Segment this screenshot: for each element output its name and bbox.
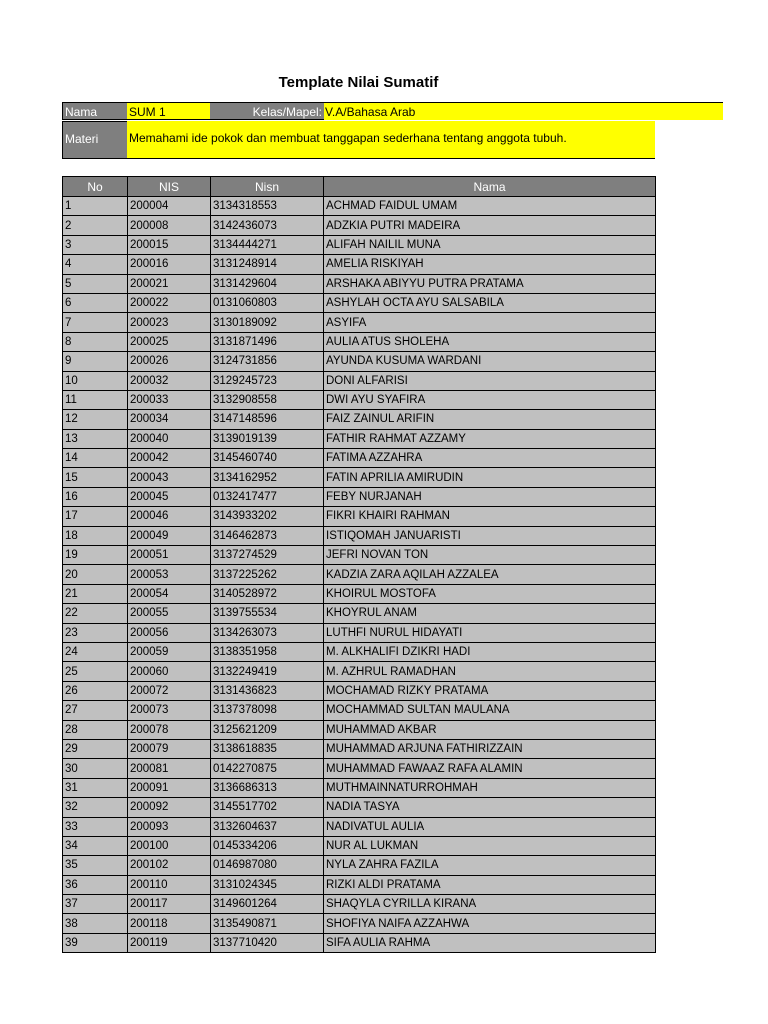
cell-nis[interactable]: 200055: [128, 604, 211, 623]
cell-no[interactable]: 9: [63, 352, 128, 371]
cell-nis[interactable]: 200022: [128, 293, 211, 312]
cell-nis[interactable]: 200078: [128, 720, 211, 739]
cell-nama[interactable]: FATHIR RAHMAT AZZAMY: [324, 429, 656, 448]
table-row: [63, 390, 656, 409]
cell-nis[interactable]: 200023: [128, 313, 211, 332]
table-row: [63, 584, 656, 603]
cell-no[interactable]: 34: [63, 836, 128, 855]
cell-nama[interactable]: MUHAMMAD FAWAAZ RAFA ALAMIN: [324, 759, 656, 778]
cell-nisn[interactable]: 3125621209: [211, 720, 324, 739]
cell-nama[interactable]: ARSHAKA ABIYYU PUTRA PRATAMA: [324, 274, 656, 293]
header-no: No: [63, 177, 128, 197]
cell-nisn[interactable]: 3137274529: [211, 546, 324, 565]
nama-label: Nama: [62, 102, 127, 120]
table-row: [63, 487, 656, 506]
table-row: [63, 875, 656, 894]
cell-nama[interactable]: DWI AYU SYAFIRA: [324, 390, 656, 409]
cell-nis[interactable]: 200060: [128, 662, 211, 681]
cell-nisn[interactable]: 3138618835: [211, 739, 324, 758]
cell-nisn[interactable]: 3131024345: [211, 875, 324, 894]
cell-no[interactable]: 14: [63, 449, 128, 468]
header-nisn: Nisn: [211, 177, 324, 197]
cell-no[interactable]: 36: [63, 875, 128, 894]
table-row: [63, 681, 656, 700]
cell-no[interactable]: 31: [63, 778, 128, 797]
cell-nama[interactable]: MOCHAMAD RIZKY PRATAMA: [324, 681, 656, 700]
cell-nama[interactable]: SIFA AULIA RAHMA: [324, 933, 656, 952]
cell-nis[interactable]: 200079: [128, 739, 211, 758]
student-table: [62, 176, 656, 953]
cell-nis[interactable]: 200054: [128, 584, 211, 603]
cell-nisn[interactable]: 3145460740: [211, 449, 324, 468]
table-row: [63, 216, 656, 235]
cell-nis[interactable]: 200021: [128, 274, 211, 293]
cell-nisn[interactable]: 3139755534: [211, 604, 324, 623]
cell-nama[interactable]: ASHYLAH OCTA AYU SALSABILA: [324, 293, 656, 312]
cell-no[interactable]: 21: [63, 584, 128, 603]
cell-no[interactable]: 12: [63, 410, 128, 429]
cell-nama[interactable]: FAIZ ZAINUL ARIFIN: [324, 410, 656, 429]
cell-nisn[interactable]: 3146462873: [211, 526, 324, 545]
cell-nama[interactable]: AMELIA RISKIYAH: [324, 255, 656, 274]
cell-no[interactable]: 29: [63, 739, 128, 758]
table-row: [63, 197, 656, 216]
cell-nisn[interactable]: 3136686313: [211, 778, 324, 797]
cell-nama[interactable]: JEFRI NOVAN TON: [324, 546, 656, 565]
cell-nama[interactable]: AULIA ATUS SHOLEHA: [324, 332, 656, 351]
table-header-row: [63, 177, 656, 197]
cell-nis[interactable]: 200033: [128, 390, 211, 409]
cell-no[interactable]: 7: [63, 313, 128, 332]
cell-nama[interactable]: SHAQYLA CYRILLA KIRANA: [324, 895, 656, 914]
cell-nisn[interactable]: 0142270875: [211, 759, 324, 778]
cell-nama[interactable]: NADIA TASYA: [324, 798, 656, 817]
cell-nisn[interactable]: 0131060803: [211, 293, 324, 312]
cell-no[interactable]: 16: [63, 487, 128, 506]
cell-no[interactable]: 8: [63, 332, 128, 351]
table-row: [63, 449, 656, 468]
table-row: [63, 895, 656, 914]
cell-no[interactable]: 2: [63, 216, 128, 235]
cell-no[interactable]: 10: [63, 371, 128, 390]
cell-no[interactable]: 1: [63, 197, 128, 216]
cell-nis[interactable]: 200093: [128, 817, 211, 836]
cell-nisn[interactable]: 3143933202: [211, 507, 324, 526]
table-row: [63, 623, 656, 642]
info-row-materi: [62, 121, 655, 159]
info-row-nama-kelas: [62, 102, 723, 120]
cell-no[interactable]: 24: [63, 642, 128, 661]
cell-no[interactable]: 20: [63, 565, 128, 584]
cell-nama[interactable]: RIZKI ALDI PRATAMA: [324, 875, 656, 894]
cell-nama[interactable]: MUHAMMAD AKBAR: [324, 720, 656, 739]
cell-nisn[interactable]: 0145334206: [211, 836, 324, 855]
cell-nama[interactable]: MUHAMMAD ARJUNA FATHIRIZZAIN: [324, 739, 656, 758]
cell-no[interactable]: 13: [63, 429, 128, 448]
page-title: Template Nilai Sumatif: [278, 74, 439, 91]
cell-nis[interactable]: 200053: [128, 565, 211, 584]
cell-nisn[interactable]: 3137710420: [211, 933, 324, 952]
table-row: [63, 313, 656, 332]
table-row: [63, 332, 656, 351]
cell-no[interactable]: 32: [63, 798, 128, 817]
table-row: [63, 798, 656, 817]
cell-nisn[interactable]: 3124731856: [211, 352, 324, 371]
header-nis: NIS: [128, 177, 211, 197]
cell-nama[interactable]: ADZKIA PUTRI MADEIRA: [324, 216, 656, 235]
table-row: [63, 410, 656, 429]
cell-nis[interactable]: 200034: [128, 410, 211, 429]
cell-nisn[interactable]: 3132908558: [211, 390, 324, 409]
cell-nis[interactable]: 200045: [128, 487, 211, 506]
cell-nisn[interactable]: 3131436823: [211, 681, 324, 700]
cell-nama[interactable]: NYLA ZAHRA FAZILA: [324, 856, 656, 875]
cell-nama[interactable]: M. AZHRUL RAMADHAN: [324, 662, 656, 681]
cell-nis[interactable]: 200051: [128, 546, 211, 565]
table-row: [63, 352, 656, 371]
cell-no[interactable]: 19: [63, 546, 128, 565]
cell-nis[interactable]: 200042: [128, 449, 211, 468]
cell-no[interactable]: 11: [63, 390, 128, 409]
cell-nisn[interactable]: 3142436073: [211, 216, 324, 235]
cell-nis[interactable]: 200016: [128, 255, 211, 274]
cell-no[interactable]: 5: [63, 274, 128, 293]
cell-nama[interactable]: SHOFIYA NAIFA AZZAHWA: [324, 914, 656, 933]
cell-no[interactable]: 6: [63, 293, 128, 312]
cell-nis[interactable]: 200119: [128, 933, 211, 952]
cell-nis[interactable]: 200026: [128, 352, 211, 371]
table-row: [63, 468, 656, 487]
cell-nis[interactable]: 200046: [128, 507, 211, 526]
cell-no[interactable]: 22: [63, 604, 128, 623]
table-row: [63, 507, 656, 526]
cell-nis[interactable]: 200100: [128, 836, 211, 855]
cell-nama[interactable]: FATIN APRILIA AMIRUDIN: [324, 468, 656, 487]
cell-nisn[interactable]: 0146987080: [211, 856, 324, 875]
cell-nama[interactable]: KHOIRUL MOSTOFA: [324, 584, 656, 603]
table-row: [63, 604, 656, 623]
cell-nisn[interactable]: 3137378098: [211, 701, 324, 720]
header-nama: Nama: [324, 177, 656, 197]
table-row: [63, 642, 656, 661]
cell-no[interactable]: 30: [63, 759, 128, 778]
table-row: [63, 856, 656, 875]
cell-nisn[interactable]: 3134318553: [211, 197, 324, 216]
table-row: [63, 914, 656, 933]
cell-no[interactable]: 15: [63, 468, 128, 487]
cell-nis[interactable]: 200110: [128, 875, 211, 894]
cell-nisn[interactable]: 3137225262: [211, 565, 324, 584]
cell-no[interactable]: 23: [63, 623, 128, 642]
cell-nisn[interactable]: 3134263073: [211, 623, 324, 642]
student-rows: [63, 197, 656, 953]
table-row: [63, 255, 656, 274]
cell-nisn[interactable]: 3139019139: [211, 429, 324, 448]
cell-nisn[interactable]: 3135490871: [211, 914, 324, 933]
cell-nama[interactable]: NUR AL LUKMAN: [324, 836, 656, 855]
table-row: [63, 739, 656, 758]
cell-nis[interactable]: 200032: [128, 371, 211, 390]
cell-nama[interactable]: NADIVATUL AULIA: [324, 817, 656, 836]
cell-nama[interactable]: MOCHAMMAD SULTAN MAULANA: [324, 701, 656, 720]
table-row: [63, 720, 656, 739]
cell-nisn[interactable]: 3147148596: [211, 410, 324, 429]
cell-nisn[interactable]: 3132604637: [211, 817, 324, 836]
cell-nis[interactable]: 200092: [128, 798, 211, 817]
cell-no[interactable]: 28: [63, 720, 128, 739]
cell-nis[interactable]: 200008: [128, 216, 211, 235]
cell-no[interactable]: 18: [63, 526, 128, 545]
cell-no[interactable]: 27: [63, 701, 128, 720]
table-row: [63, 817, 656, 836]
cell-nisn[interactable]: 3130189092: [211, 313, 324, 332]
cell-nis[interactable]: 200040: [128, 429, 211, 448]
table-row: [63, 662, 656, 681]
cell-no[interactable]: 38: [63, 914, 128, 933]
cell-nis[interactable]: 200004: [128, 197, 211, 216]
cell-nis[interactable]: 200059: [128, 642, 211, 661]
cell-nis[interactable]: 200025: [128, 332, 211, 351]
table-row: [63, 429, 656, 448]
table-row: [63, 836, 656, 855]
table-row: [63, 565, 656, 584]
cell-nis[interactable]: 200117: [128, 895, 211, 914]
cell-nis[interactable]: 200073: [128, 701, 211, 720]
table-row: [63, 526, 656, 545]
cell-no[interactable]: 26: [63, 681, 128, 700]
cell-nisn[interactable]: 3140528972: [211, 584, 324, 603]
table-row: [63, 933, 656, 952]
cell-no[interactable]: 37: [63, 895, 128, 914]
cell-nisn[interactable]: 3132249419: [211, 662, 324, 681]
nama-value-cell[interactable]: SUM 1: [127, 102, 210, 120]
kelas-label: Kelas/Mapel:: [210, 102, 324, 120]
cell-nama[interactable]: MUTHMAINNATURROHMAH: [324, 778, 656, 797]
cell-nama[interactable]: M. ALKHALIFI DZIKRI HADI: [324, 642, 656, 661]
cell-nama[interactable]: ALIFAH NAILIL MUNA: [324, 235, 656, 254]
cell-nisn[interactable]: 0132417477: [211, 487, 324, 506]
cell-nisn[interactable]: 3129245723: [211, 371, 324, 390]
cell-nis[interactable]: 200081: [128, 759, 211, 778]
cell-nis[interactable]: 200043: [128, 468, 211, 487]
table-row: [63, 293, 656, 312]
cell-nisn[interactable]: 3131871496: [211, 332, 324, 351]
cell-no[interactable]: 4: [63, 255, 128, 274]
cell-no[interactable]: 33: [63, 817, 128, 836]
cell-nis[interactable]: 200056: [128, 623, 211, 642]
table-row: [63, 274, 656, 293]
cell-nama[interactable]: FIKRI KHAIRI RAHMAN: [324, 507, 656, 526]
cell-nisn[interactable]: 3131248914: [211, 255, 324, 274]
cell-nama[interactable]: KADZIA ZARA AQILAH AZZALEA: [324, 565, 656, 584]
cell-nisn[interactable]: 3134444271: [211, 235, 324, 254]
table-row: [63, 546, 656, 565]
cell-nis[interactable]: 200072: [128, 681, 211, 700]
cell-nisn[interactable]: 3131429604: [211, 274, 324, 293]
cell-nis[interactable]: 200118: [128, 914, 211, 933]
table-row: [63, 759, 656, 778]
table-row: [63, 235, 656, 254]
kelas-value-cell[interactable]: V.A/Bahasa Arab: [324, 102, 723, 120]
cell-no[interactable]: 17: [63, 507, 128, 526]
cell-nama[interactable]: ACHMAD FAIDUL UMAM: [324, 197, 656, 216]
cell-nama[interactable]: ASYIFA: [324, 313, 656, 332]
table-row: [63, 701, 656, 720]
cell-nama[interactable]: AYUNDA KUSUMA WARDANI: [324, 352, 656, 371]
cell-no[interactable]: 25: [63, 662, 128, 681]
cell-no[interactable]: 35: [63, 856, 128, 875]
materi-label: Materi: [62, 121, 127, 159]
cell-nis[interactable]: 200049: [128, 526, 211, 545]
cell-no[interactable]: 39: [63, 933, 128, 952]
table-row: [63, 778, 656, 797]
cell-nisn[interactable]: 3149601264: [211, 895, 324, 914]
cell-nis[interactable]: 200015: [128, 235, 211, 254]
cell-no[interactable]: 3: [63, 235, 128, 254]
cell-nisn[interactable]: 3145517702: [211, 798, 324, 817]
cell-nama[interactable]: DONI ALFARISI: [324, 371, 656, 390]
materi-value-cell[interactable]: Memahami ide pokok dan membuat tanggapan sederhana tentang anggota tubuh.: [127, 121, 655, 159]
cell-nis[interactable]: 200091: [128, 778, 211, 797]
cell-nama[interactable]: KHOYRUL ANAM: [324, 604, 656, 623]
cell-nisn[interactable]: 3134162952: [211, 468, 324, 487]
cell-nisn[interactable]: 3138351958: [211, 642, 324, 661]
table-row: [63, 371, 656, 390]
cell-nama[interactable]: FATIMA AZZAHRA: [324, 449, 656, 468]
cell-nama[interactable]: LUTHFI NURUL HIDAYATI: [324, 623, 656, 642]
cell-nama[interactable]: ISTIQOMAH JANUARISTI: [324, 526, 656, 545]
cell-nama[interactable]: FEBY NURJANAH: [324, 487, 656, 506]
cell-nis[interactable]: 200102: [128, 856, 211, 875]
